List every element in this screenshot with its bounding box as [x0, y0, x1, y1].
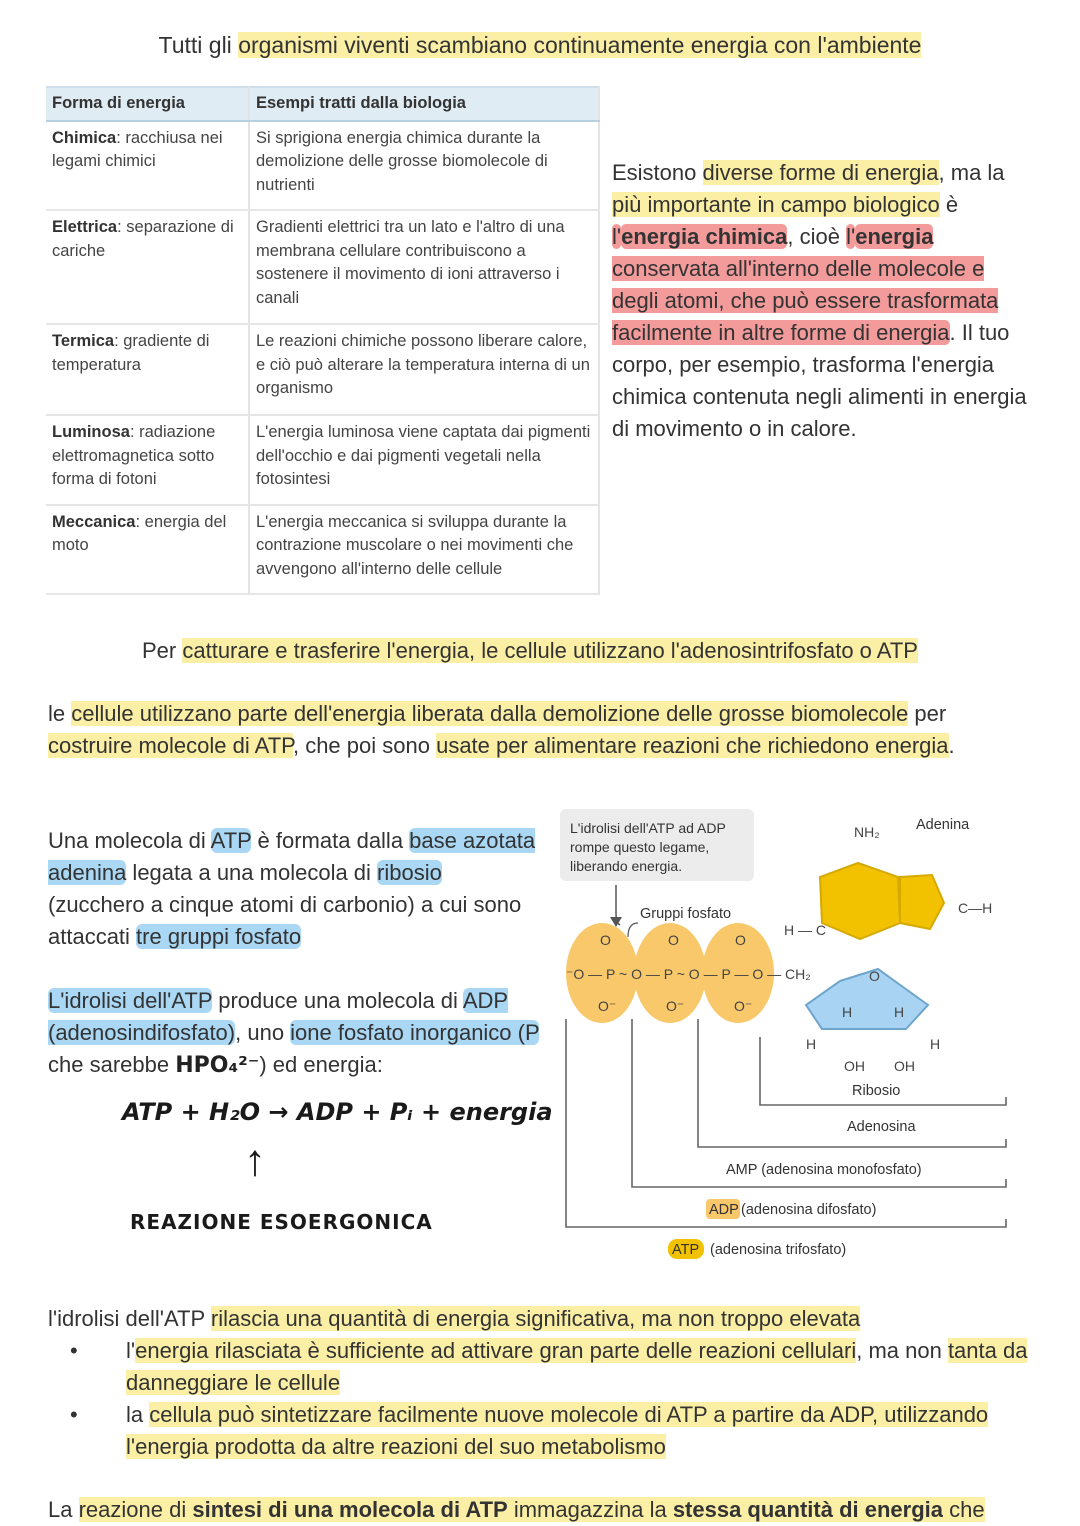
text-run: le: [48, 701, 72, 726]
text-run: .: [948, 733, 955, 758]
exergonic-label: REAZIONE ESOERGONICA: [130, 1210, 433, 1234]
highlight-run: reazione di: [78, 1497, 193, 1522]
callout-line-3: liberando energia.: [570, 858, 683, 874]
table-row: [46, 121, 599, 211]
highlight-run: l': [612, 224, 622, 249]
table-header-form: Forma di energia: [46, 87, 249, 121]
atp-code: ATP: [672, 1242, 700, 1258]
nh2-group: NH₂: [854, 824, 880, 840]
highlight-run: ribosio: [377, 860, 442, 885]
title-prefix: Tutti gli: [158, 32, 239, 58]
highlight-run-bold: energia chimica: [621, 224, 788, 249]
energy-forms-paragraph: [612, 157, 1032, 445]
text-run: , ma non: [856, 1338, 948, 1363]
highlight-run: catturare e trasferire l'energia, le cellule utilizzano l'adenosintrifosfato o ATP: [182, 638, 918, 663]
table-row: [46, 210, 599, 324]
energy-form-name: Termica: [52, 332, 115, 350]
energy-example-cell: Gradienti elettrici tra un lato e l'altro di una membrana cellulare contribuiscono a sostenere il movimento di ioni attraverso i canali: [249, 210, 599, 324]
highlight-run: rilascia una quantità di energia significativa, ma non troppo elevata: [210, 1306, 861, 1331]
release-intro: [48, 1303, 1038, 1335]
atp-label: (adenosina trifosfato): [710, 1242, 847, 1258]
table-row: [46, 505, 599, 595]
highlight-run: diverse forme di energia: [702, 160, 939, 185]
highlight-run: l': [846, 224, 856, 249]
cells-paragraph: [48, 698, 1033, 762]
adenine-ring-6: [820, 863, 900, 939]
highlight-run: ATP: [210, 828, 252, 853]
energy-example-cell: L'energia luminosa viene captata dai pigmenti dell'occhio e dai pigmenti vegetali nella fotosintesi: [249, 415, 599, 505]
text-run: l'idrolisi dell'ATP: [48, 1306, 211, 1331]
hc-group: H — C: [784, 922, 826, 938]
list-item: [48, 1399, 1038, 1463]
table-header-row: [46, 87, 599, 121]
synthesis-line: [48, 1494, 1048, 1526]
highlight-run-bold: stessa quantità di energia: [672, 1497, 944, 1522]
energy-form-desc: : gradiente di temperatura: [52, 332, 210, 374]
ch-group: C—H: [958, 900, 993, 916]
svg-text:O⁻: O⁻: [734, 998, 753, 1014]
hydrolysis-equation: ATP + H₂O → ADP + Pᵢ + energia: [122, 1098, 553, 1126]
phosphate-groups-label: Gruppi fosfato: [640, 906, 732, 922]
up-arrow-icon: ↑: [244, 1136, 266, 1185]
title-highlight: organismi viventi scambiano continuamente energia con l'ambiente: [238, 32, 922, 58]
table-row: [46, 415, 599, 505]
svg-text:OH: OH: [844, 1058, 865, 1074]
highlight-run: usate per alimentare reazioni che richiedono energia: [436, 733, 949, 758]
energy-form-cell: [46, 210, 249, 324]
phosphate-formula: HPO₄²⁻: [175, 1053, 260, 1078]
adp-code: ADP: [709, 1202, 739, 1218]
phosphate-leader: [628, 923, 638, 937]
energy-form-cell: [46, 505, 249, 595]
table-row: [46, 324, 599, 415]
text-run: è: [939, 192, 959, 217]
energy-form-name: Chimica: [52, 128, 117, 147]
text-run: Per: [142, 638, 183, 663]
text-run: Esistono: [612, 160, 703, 185]
energy-form-name: Meccanica: [52, 512, 136, 531]
highlight-run: più importante in campo biologico: [612, 192, 940, 217]
svg-text:O: O: [869, 968, 880, 984]
energy-form-name: Luminosa: [52, 423, 130, 441]
text-run: Una molecola di: [48, 828, 211, 853]
text-run: La: [48, 1497, 79, 1522]
callout-line-1: L'idrolisi dell'ATP ad ADP: [570, 820, 726, 836]
text-run: che sarebbe: [48, 1052, 176, 1077]
adenine-ring-5: [900, 875, 944, 929]
hydrolysis-paragraph: [48, 985, 548, 1082]
text-run: , ma la: [938, 160, 1005, 185]
highlight-run: tanta da danneggiare le cellule: [126, 1338, 1028, 1395]
energy-example-cell: Le reazioni chimiche possono liberare calore, e ciò può alterare la temperatura interna di un organismo: [249, 324, 599, 415]
highlight-run: base azotata adenina: [48, 828, 536, 885]
energy-example-cell: Si sprigiona energia chimica durante la demolizione delle grosse biomolecole di nutrienti: [249, 121, 599, 211]
adp-label: (adenosina difosfato): [741, 1202, 877, 1218]
energy-form-cell: [46, 121, 249, 211]
table-header-examples: Esempi tratti dalla biologia: [249, 87, 599, 121]
release-paragraph: [48, 1303, 1038, 1463]
callout-line-2: rompe questo legame,: [570, 839, 710, 855]
svg-text:O⁻: O⁻: [666, 998, 685, 1014]
svg-text:O: O: [735, 932, 746, 948]
ribose-ring: [806, 969, 928, 1029]
highlight-run-bold: energia: [855, 224, 934, 249]
highlight-run: immagazzina la: [507, 1497, 673, 1522]
svg-text:H: H: [930, 1036, 941, 1052]
amp-label: AMP (adenosina monofosfato): [726, 1162, 922, 1178]
energy-example-cell: L'energia meccanica si sviluppa durante la contrazione muscolare o nei movimenti che avvengono all'interno delle cellule: [249, 505, 599, 595]
adenosine-label: Adenosina: [847, 1119, 916, 1135]
svg-text:H: H: [806, 1036, 817, 1052]
highlight-run: energia rilasciata è sufficiente ad attivare gran parte delle reazioni cellulari: [135, 1338, 857, 1363]
text-run: l': [126, 1338, 136, 1363]
text-run: è formata dalla: [251, 828, 410, 853]
highlight-run: costruire molecole di ATP: [48, 733, 293, 758]
text-run: (zucchero a cinque atomi di carbonio) a cui sono attaccati: [48, 892, 522, 949]
text-run: legata a una molecola di: [126, 860, 378, 885]
page-title: [0, 30, 1080, 60]
svg-text:H: H: [894, 1004, 905, 1020]
svg-text:⁻O — P ~ O — P ~ O — P — O — C: ⁻O — P ~ O — P ~ O — P — O — CH₂: [566, 966, 811, 982]
molecule-paragraph: [48, 825, 543, 953]
energy-form-desc: : separazione di cariche: [52, 218, 234, 260]
energy-form-desc: : energia del moto: [52, 512, 227, 554]
atp-heading: [142, 635, 1042, 667]
list-item: [48, 1335, 1038, 1399]
highlight-run: L'idrolisi dell'ATP: [48, 988, 213, 1013]
text-run: , che poi sono: [292, 733, 437, 758]
svg-text:O: O: [600, 932, 611, 948]
highlight-run: ADP (adenosindifosfato): [48, 988, 509, 1045]
text-run: . Il tuo corpo, per esempio, trasforma l'energia chimica contenuta negli alimenti in energia di movimento o in calore.: [612, 320, 1027, 441]
atp-structure-diagram: [560, 805, 1030, 1275]
highlight-run: che: [943, 1497, 985, 1522]
text-run: , uno: [235, 1020, 291, 1045]
highlight-run-bold: sintesi di una molecola di ATP: [192, 1497, 508, 1522]
highlight-run: cellula può sintetizzare facilmente nuove molecole di ATP a partire da ADP, utilizzando l'energia prodotta da altre reazioni del suo metabolismo: [126, 1402, 989, 1459]
energy-form-desc: : radiazione elettromagnetica sotto forma di fotoni: [52, 423, 216, 488]
energy-form-cell: [46, 415, 249, 505]
svg-text:O: O: [668, 932, 679, 948]
highlight-run: conservata all'interno delle molecole e degli atomi, che può essere trasformata facilmente in altre forme di energia: [612, 256, 999, 345]
ribose-label: Ribosio: [852, 1083, 901, 1099]
text-run: , cioè: [787, 224, 847, 249]
energy-form-name: Elettrica: [52, 218, 118, 236]
highlight-run: tre gruppi fosfato: [136, 924, 302, 949]
highlight-run: cellule utilizzano parte dell'energia liberata dalla demolizione delle grosse biomolecole: [71, 701, 909, 726]
text-run: produce una molecola di: [212, 988, 463, 1013]
svg-text:H: H: [842, 1004, 853, 1020]
svg-text:OH: OH: [894, 1058, 915, 1074]
release-bullets: [48, 1335, 1038, 1463]
text-run: la: [126, 1402, 150, 1427]
energy-form-desc: : racchiusa nei legami chimici: [52, 128, 223, 170]
highlight-run: ione fosfato inorganico (P: [290, 1020, 540, 1045]
energy-form-cell: [46, 324, 249, 415]
text-run: ) ed energia:: [259, 1052, 383, 1077]
adenine-label: Adenina: [916, 817, 970, 833]
energy-forms-table: [46, 86, 600, 595]
text-run: per: [908, 701, 947, 726]
svg-text:O⁻: O⁻: [598, 998, 617, 1014]
